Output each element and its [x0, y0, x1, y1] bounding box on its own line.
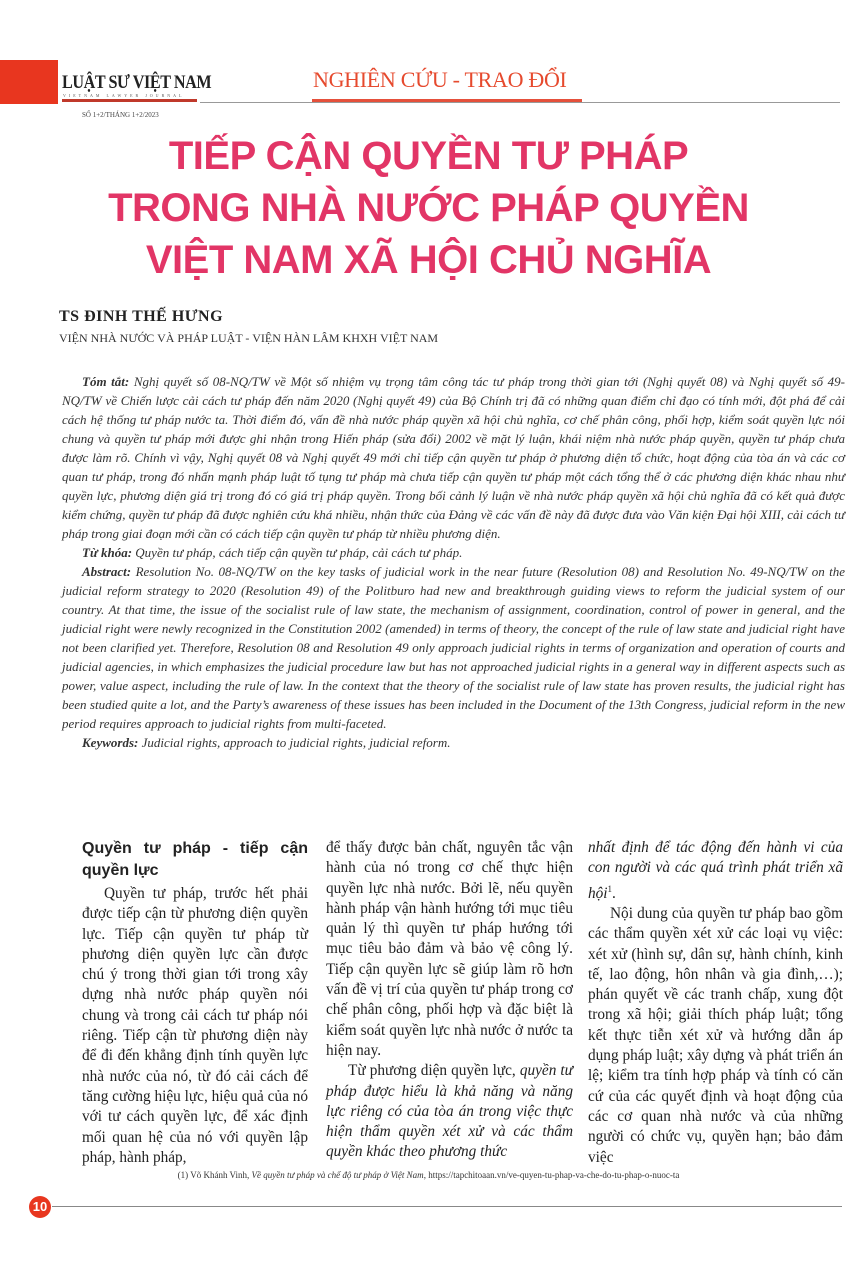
author-affiliation: VIỆN NHÀ NƯỚC VÀ PHÁP LUẬT - VIỆN HÀN LÂM KHXH VIỆT NAM [59, 331, 439, 345]
keywords-vi-text: Quyền tư pháp, cách tiếp cận quyền tư pháp, cải cách tư pháp. [135, 545, 463, 560]
section-heading: Quyền tư pháp - tiếp cận quyền lực [82, 840, 308, 879]
column-3 [588, 838, 843, 1168]
summary-block [62, 372, 845, 752]
column-1 [82, 838, 308, 1168]
issue-number: SỐ 1+2/THÁNG 1+2/2023 [82, 111, 159, 119]
footer-divider [52, 1206, 842, 1207]
section-title: NGHIÊN CỨU - TRAO ĐỔI [313, 67, 567, 92]
summary-paragraph [62, 372, 845, 543]
summary-label: Tóm tắt: [82, 374, 130, 389]
magazine-logo-subtitle: VIETNAM LAWYER JOURNAL [63, 93, 185, 98]
logo-underline [62, 99, 197, 102]
author-name: TS ĐINH THẾ HƯNG [59, 308, 224, 325]
magazine-color-tab [0, 60, 58, 104]
body-definition: nhất định để tác động đến hành vi của con người và các quá trình phát triển xã hội [588, 839, 843, 902]
body-definition: quyền tư pháp được hiểu là khả năng và năng lực riêng có của tòa án trong việc thực hiện thẩm quyền xét xử và các thẩm quyền khác theo phương thức [326, 1062, 574, 1161]
body-paragraph: Quyền tư pháp, trước hết phải được tiếp cận từ phương diện quyền lực. Tiếp cận quyền tư pháp từ phương diện quyền lực cần được chú ý trong thời gian tới trong xây dựng nhà nước pháp quyền nói chung và trong cải cách tư pháp nói riêng. Tiếp cận từ phương diện này để đi đến khẳng định tính quyền lực nhà nước của nó, từ đó cải cách để tăng cường hiệu lực, hiệu quả của nó với tư cách quyền lực, để xác định mối quan hệ của nó với quyền lập pháp, hành pháp, [82, 885, 309, 1166]
body-paragraph: nhất định để tác động đến hành vi của con người và các quá trình phát triển xã hội$^1$. [588, 839, 843, 902]
article-title [0, 130, 857, 286]
body-paragraph [326, 1061, 573, 1162]
column-2 [326, 838, 573, 1163]
title-line: VIỆT NAM XÃ HỘI CHỦ NGHĨA [145, 238, 712, 282]
footnote-ref: 1 [607, 883, 613, 894]
footnote [0, 1170, 857, 1180]
keywords-en-label: Keywords: [82, 735, 139, 750]
title-line: TIẾP CẬN QUYỀN TƯ PHÁP [168, 134, 689, 178]
body-lead: Từ phương diện quyền lực, [348, 1062, 516, 1080]
keywords-en [62, 733, 845, 752]
abstract-label: Abstract: [82, 564, 132, 579]
keywords-vi [62, 543, 845, 562]
title-line: TRONG NHÀ NƯỚC PHÁP QUYỀN [108, 186, 749, 230]
footnote-url: , https://tapchitoaan.vn/ve-quyen-tu-phap-va-che-do-tu-phap-o-nuoc-ta [423, 1170, 680, 1180]
body-paragraph: Nội dung của quyền tư pháp bao gồm các thẩm quyền xét xử các loại vụ việc: xét xử (hình sự, dân sự, hành chính, kinh tế, lao động, hôn nhân và gia đình,…); phán quyết về các tranh chấp, xung đột trong xã hội; giải thích pháp luật; tổng kết thực tiễn xét xử và hướng dẫn áp dụng pháp luật; xây dựng và phát triển án lệ; kiểm tra tính hợp pháp và tính có căn cứ của các quyết định và hoạt động của các cơ quan nhà nước và của những người có chức vụ, quyền hạn; bảo đảm việc [588, 904, 843, 1166]
header-divider [200, 102, 840, 103]
body-paragraph: để thấy được bản chất, nguyên tắc vận hành của nó trong cơ chế thực hiện quyền lực nhà nước. Bởi lẽ, nếu quyền hành pháp vận hành hướng tới mục tiêu quản lý thì quyền tư pháp hướng tới mục tiêu bảo đảm và bảo vệ công lý. Tiếp cận quyền lực sẽ giúp làm rõ hơn vấn đề vị trí của quyền tư pháp trong cơ chế phân công, phối hợp và đặc biệt là kiểm soát quyền lực nhà nước ở nước ta hiện nay. [326, 839, 573, 1059]
footnote-title: Về quyền tư pháp và chế độ tư pháp ở Việt Nam [251, 1170, 424, 1180]
summary-text: Nghị quyết số 08-NQ/TW về Một số nhiệm vụ trọng tâm công tác tư pháp trong thời gian tới (Nghị quyết 08) và Nghị quyết số 49-NQ/TW về Chiến lược cải cách tư pháp đến năm 2020 (Nghị quyết 49) của Bộ Chính trị đã có những quan điểm chỉ đạo có tính mới, đột phá để cải cách hệ thống tư pháp nước ta. Thời điểm đó, vấn đề nhà nước pháp quyền xã hội chủ nghĩa, cơ chế phân công, phối hợp, kiểm soát quyền lực nói chung và quyền tư pháp mới được ghi nhận trong Hiến pháp (sửa đổi) 2002 về mặt lý luận, khái niệm nhà nước pháp quyền, quyền tư pháp chưa được làm rõ. Chính vì vậy, Nghị quyết 08 và Nghị quyết 49 mới chỉ tiếp cận quyền tư pháp ở phương diện tổ chức, hoạt động của tòa án và các cơ quan tư pháp, trong đó nhấn mạnh pháp luật tố tụng tư pháp mà chưa tiếp cận quyền tư pháp một cách tổng thể ở các phương diện khác nhau như quyền lực, phương diện giá trị trong đó có giá trị pháp quyền. Trong bối cảnh lý luận về nhà nước pháp quyền xã hội chủ nghĩa đã có kết quả được kiểm chứng, quyền tư pháp đã được nghiên cứu khá nhiều, nhận thức của Đảng về các vấn đề này đã được đưa vào Văn kiện Đại hội XIII, cải cách tư pháp trong giai đoạn mới cần có cách tiếp cận quyền tư pháp từ nhiều phương diện. [62, 374, 846, 541]
page-number: 10 [29, 1196, 51, 1218]
keywords-vi-label: Từ khóa: [82, 545, 133, 560]
abstract-text: Resolution No. 08-NQ/TW on the key tasks of judicial work in the near future (Resolution 08) and Resolution No. 49-NQ/TW on the judicial reform strategy to 2020 (Resolution 49) of the Politburo had new and breakthrough guiding views to reform the judicial system of our country. At that time, the issue of the socialist rule of law state, the mechanism of assignment, coordination, control of power in general, and the judicial right were newly recognized in the Constitution 2002 (amended) in terms of theory, the concept of the rule of law state and judicial right have not been clarified yet. Therefore, Resolution 08 and Resolution 49 only approach judicial rights in terms of organization and operation of courts and judicial agencies, in which emphasizes the judicial procedure law but has not approached judicial rights in a general way in different aspects such as power, value aspect, including the rule of law. In the context that the theory of the socialist rule of law state has proven results, the judicial right has been studied quite a lot, and the Party’s awareness of these issues has been included in the Document of the 13th Congress, judicial reform in the new period requires approach to judicial rights from multi-faceted. [62, 564, 846, 731]
keywords-en-text: Judicial rights, approach to judicial rights, judicial reform. [141, 735, 451, 750]
abstract-paragraph [62, 562, 845, 733]
footnote-prefix: (1) Võ Khánh Vinh, [177, 1170, 252, 1180]
magazine-logo: LUẬT SƯ VIỆT NAM [62, 72, 212, 93]
